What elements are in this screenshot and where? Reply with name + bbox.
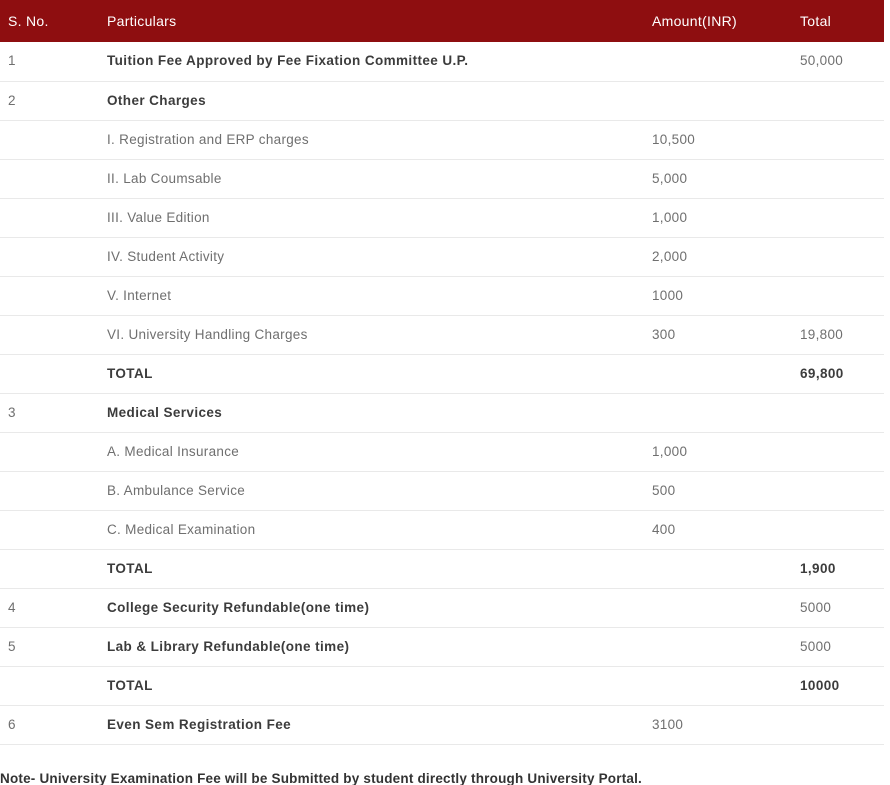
- table-row: [0, 705, 884, 744]
- cell-sno: [0, 549, 99, 588]
- cell-total: 50,000: [792, 42, 884, 81]
- table-row: [0, 237, 884, 276]
- cell-particulars: Tuition Fee Approved by Fee Fixation Committee U.P.: [99, 42, 644, 81]
- cell-particulars: V. Internet: [99, 276, 644, 315]
- cell-sno: [0, 237, 99, 276]
- table-row: [0, 120, 884, 159]
- cell-total: [792, 393, 884, 432]
- cell-sno: 6: [0, 705, 99, 744]
- table-row: [0, 315, 884, 354]
- table-row: [0, 471, 884, 510]
- cell-amount: 500: [644, 471, 792, 510]
- table-row: [0, 198, 884, 237]
- fee-table-body: [0, 42, 884, 744]
- cell-total: [792, 510, 884, 549]
- cell-particulars: TOTAL: [99, 549, 644, 588]
- cell-amount: [644, 549, 792, 588]
- col-header-sno: S. No.: [0, 0, 99, 42]
- cell-total: 19,800: [792, 315, 884, 354]
- cell-sno: 1: [0, 42, 99, 81]
- cell-particulars: Even Sem Registration Fee: [99, 705, 644, 744]
- cell-particulars: College Security Refundable(one time): [99, 588, 644, 627]
- table-row: [0, 588, 884, 627]
- cell-amount: [644, 627, 792, 666]
- cell-particulars: VI. University Handling Charges: [99, 315, 644, 354]
- cell-total: [792, 432, 884, 471]
- table-row: [0, 159, 884, 198]
- col-header-total: Total: [792, 0, 884, 42]
- cell-total: 5000: [792, 627, 884, 666]
- cell-amount: [644, 588, 792, 627]
- table-row-total: [0, 666, 884, 705]
- cell-amount: [644, 354, 792, 393]
- cell-total: [792, 120, 884, 159]
- cell-total: [792, 471, 884, 510]
- cell-particulars: C. Medical Examination: [99, 510, 644, 549]
- cell-sno: 2: [0, 81, 99, 120]
- fee-table-header: [0, 0, 884, 42]
- cell-sno: [0, 432, 99, 471]
- cell-particulars: B. Ambulance Service: [99, 471, 644, 510]
- cell-sno: 5: [0, 627, 99, 666]
- cell-amount: 1,000: [644, 198, 792, 237]
- cell-particulars: Medical Services: [99, 393, 644, 432]
- cell-total: [792, 237, 884, 276]
- cell-total: [792, 81, 884, 120]
- header-row: [0, 0, 884, 42]
- cell-total: [792, 198, 884, 237]
- table-row-total: [0, 549, 884, 588]
- table-row: [0, 393, 884, 432]
- cell-amount: 5,000: [644, 159, 792, 198]
- cell-amount: [644, 666, 792, 705]
- cell-total: 10000: [792, 666, 884, 705]
- cell-sno: [0, 276, 99, 315]
- cell-amount: 300: [644, 315, 792, 354]
- cell-particulars: Other Charges: [99, 81, 644, 120]
- table-row: [0, 276, 884, 315]
- cell-sno: [0, 510, 99, 549]
- col-header-particulars: Particulars: [99, 0, 644, 42]
- cell-sno: 3: [0, 393, 99, 432]
- cell-total: [792, 159, 884, 198]
- cell-sno: [0, 471, 99, 510]
- cell-total: 69,800: [792, 354, 884, 393]
- cell-total: [792, 705, 884, 744]
- cell-total: 1,900: [792, 549, 884, 588]
- cell-sno: [0, 354, 99, 393]
- col-header-amount: Amount(INR): [644, 0, 792, 42]
- table-row: [0, 81, 884, 120]
- cell-particulars: Lab & Library Refundable(one time): [99, 627, 644, 666]
- cell-amount: 400: [644, 510, 792, 549]
- cell-sno: [0, 666, 99, 705]
- table-row: [0, 627, 884, 666]
- cell-particulars: TOTAL: [99, 354, 644, 393]
- cell-total: [792, 276, 884, 315]
- cell-sno: [0, 159, 99, 198]
- cell-amount: 1000: [644, 276, 792, 315]
- note-text: Note- University Examination Fee will be Submitted by student directly through University Portal.: [0, 770, 643, 785]
- cell-amount: 1,000: [644, 432, 792, 471]
- cell-sno: [0, 198, 99, 237]
- cell-amount: [644, 42, 792, 81]
- cell-amount: 3100: [644, 705, 792, 744]
- cell-amount: 10,500: [644, 120, 792, 159]
- cell-particulars: II. Lab Coumsable: [99, 159, 644, 198]
- cell-amount: [644, 81, 792, 120]
- cell-sno: [0, 315, 99, 354]
- cell-particulars: A. Medical Insurance: [99, 432, 644, 471]
- cell-particulars: I. Registration and ERP charges: [99, 120, 644, 159]
- cell-sno: 4: [0, 588, 99, 627]
- table-row-total: [0, 354, 884, 393]
- cell-particulars: TOTAL: [99, 666, 644, 705]
- cell-sno: [0, 120, 99, 159]
- table-row: [0, 42, 884, 81]
- cell-particulars: IV. Student Activity: [99, 237, 644, 276]
- cell-particulars: III. Value Edition: [99, 198, 644, 237]
- table-row: [0, 432, 884, 471]
- table-row: [0, 510, 884, 549]
- cell-amount: [644, 393, 792, 432]
- cell-total: 5000: [792, 588, 884, 627]
- cell-amount: 2,000: [644, 237, 792, 276]
